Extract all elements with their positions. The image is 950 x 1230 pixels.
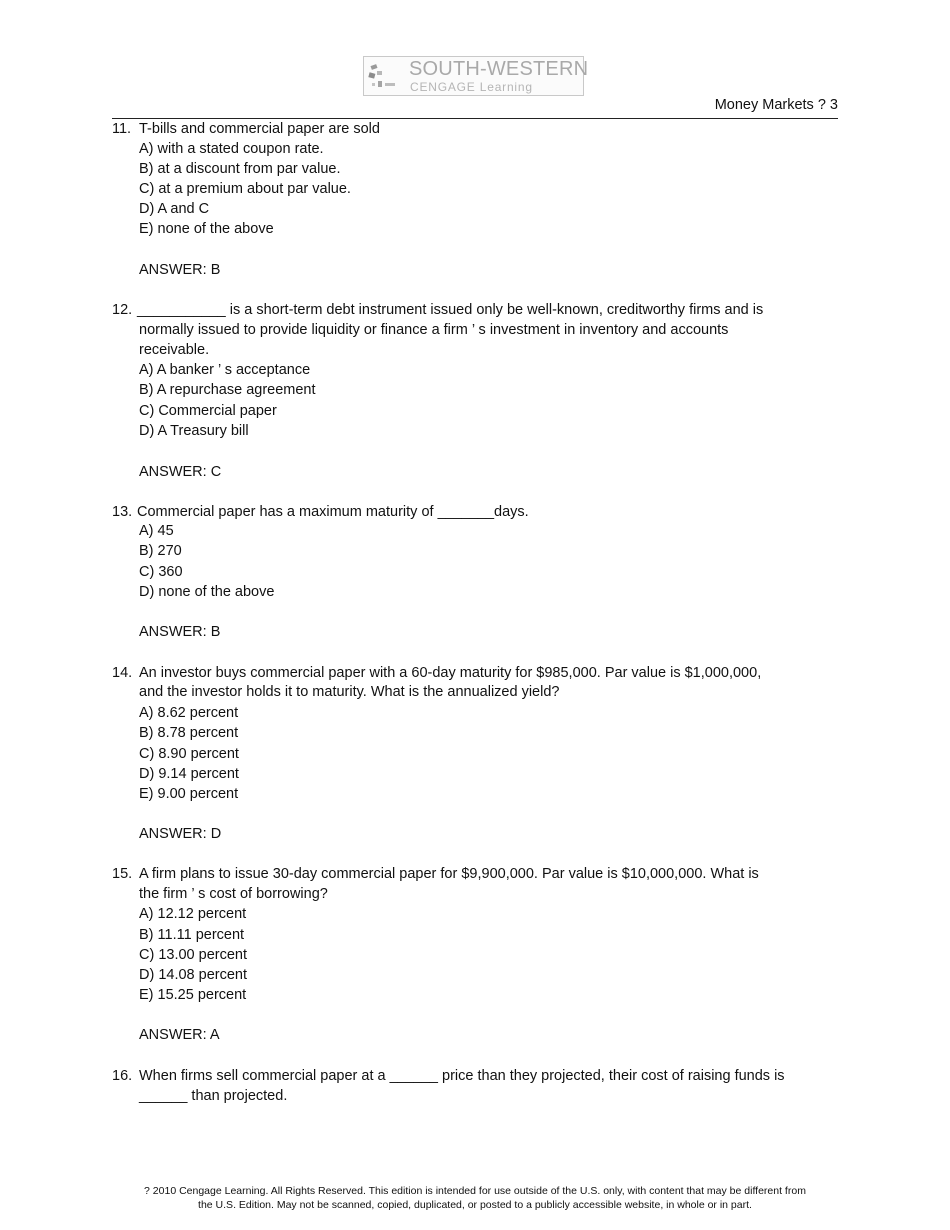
question-number: 14. — [112, 665, 133, 681]
option-a: A) 45 — [139, 523, 174, 539]
copyright-footer — [100, 1184, 850, 1212]
answer-line: ANSWER: C — [139, 464, 222, 480]
option-d: D) 9.14 percent — [139, 766, 239, 782]
question-stem: the firm ’ s cost of borrowing? — [139, 886, 328, 902]
logo-text-secondary: CENGAGE Learning — [410, 80, 533, 94]
option-e: E) none of the above — [139, 221, 274, 237]
option-c: C) 360 — [139, 564, 183, 580]
option-a: A) with a stated coupon rate. — [139, 141, 324, 157]
option-b: B) 8.78 percent — [139, 725, 239, 741]
logo-mark-icon — [368, 63, 404, 91]
option-a: A) 12.12 percent — [139, 906, 247, 922]
question-number: 15. — [112, 866, 133, 882]
option-d: D) none of the above — [139, 584, 275, 600]
question-number: 16. — [112, 1068, 133, 1084]
question-stem: ___________ is a short-term debt instrument issued only be well-known, creditworthy firms and is — [137, 302, 764, 318]
option-d: D) A and C — [139, 201, 210, 217]
question-stem: When firms sell commercial paper at a ______ price than they projected, their cost of raising funds is — [139, 1068, 785, 1084]
option-b: B) at a discount from par value. — [139, 161, 341, 177]
option-d: D) A Treasury bill — [139, 423, 249, 439]
option-a: A) A banker ’ s acceptance — [139, 362, 311, 378]
question-number: 11. — [112, 121, 132, 137]
answer-line: ANSWER: B — [139, 262, 221, 278]
question-number: 12. — [112, 302, 133, 318]
question-number: 13. — [112, 504, 133, 520]
question-stem: A firm plans to issue 30-day commercial paper for $9,900,000. Par value is $10,000,000. What is — [139, 866, 759, 882]
logo-text-primary: SOUTH-WESTERN — [409, 58, 589, 80]
question-stem: T-bills and commercial paper are sold — [139, 121, 380, 137]
option-c: C) Commercial paper — [139, 403, 277, 419]
option-b: B) 270 — [139, 543, 182, 559]
answer-line: ANSWER: B — [139, 624, 221, 640]
option-d: D) 14.08 percent — [139, 967, 248, 983]
footer-line: the U.S. Edition. May not be scanned, copied, duplicated, or posted to a publicly accessible website, in whole or in part. — [198, 1199, 752, 1211]
footer-line: ? 2010 Cengage Learning. All Rights Reserved. This edition is intended for use outside of the U.S. only, with content that may be different from — [144, 1185, 806, 1197]
option-c: C) 8.90 percent — [139, 746, 239, 762]
answer-line: ANSWER: A — [139, 1027, 220, 1043]
option-c: C) 13.00 percent — [139, 947, 248, 963]
running-head: Money Markets ? 3 — [714, 97, 838, 113]
publisher-logo — [363, 56, 589, 96]
option-e: E) 15.25 percent — [139, 987, 247, 1003]
question-stem: Commercial paper has a maximum maturity of _______days. — [137, 504, 529, 520]
option-c: C) at a premium about par value. — [139, 181, 351, 197]
question-stem: ______ than projected. — [139, 1088, 288, 1104]
question-stem: receivable. — [139, 342, 210, 358]
header-divider — [112, 118, 838, 119]
option-a: A) 8.62 percent — [139, 705, 239, 721]
answer-line: ANSWER: D — [139, 826, 222, 842]
question-stem: and the investor holds it to maturity. What is the annualized yield? — [139, 684, 560, 700]
option-b: B) A repurchase agreement — [139, 382, 316, 398]
question-stem: An investor buys commercial paper with a 60-day maturity for $985,000. Par value is $1,000,000, — [139, 665, 762, 681]
question-stem: normally issued to provide liquidity or finance a firm ’ s investment in inventory and accounts — [139, 322, 729, 338]
option-e: E) 9.00 percent — [139, 786, 239, 802]
option-b: B) 11.11 percent — [139, 927, 245, 943]
